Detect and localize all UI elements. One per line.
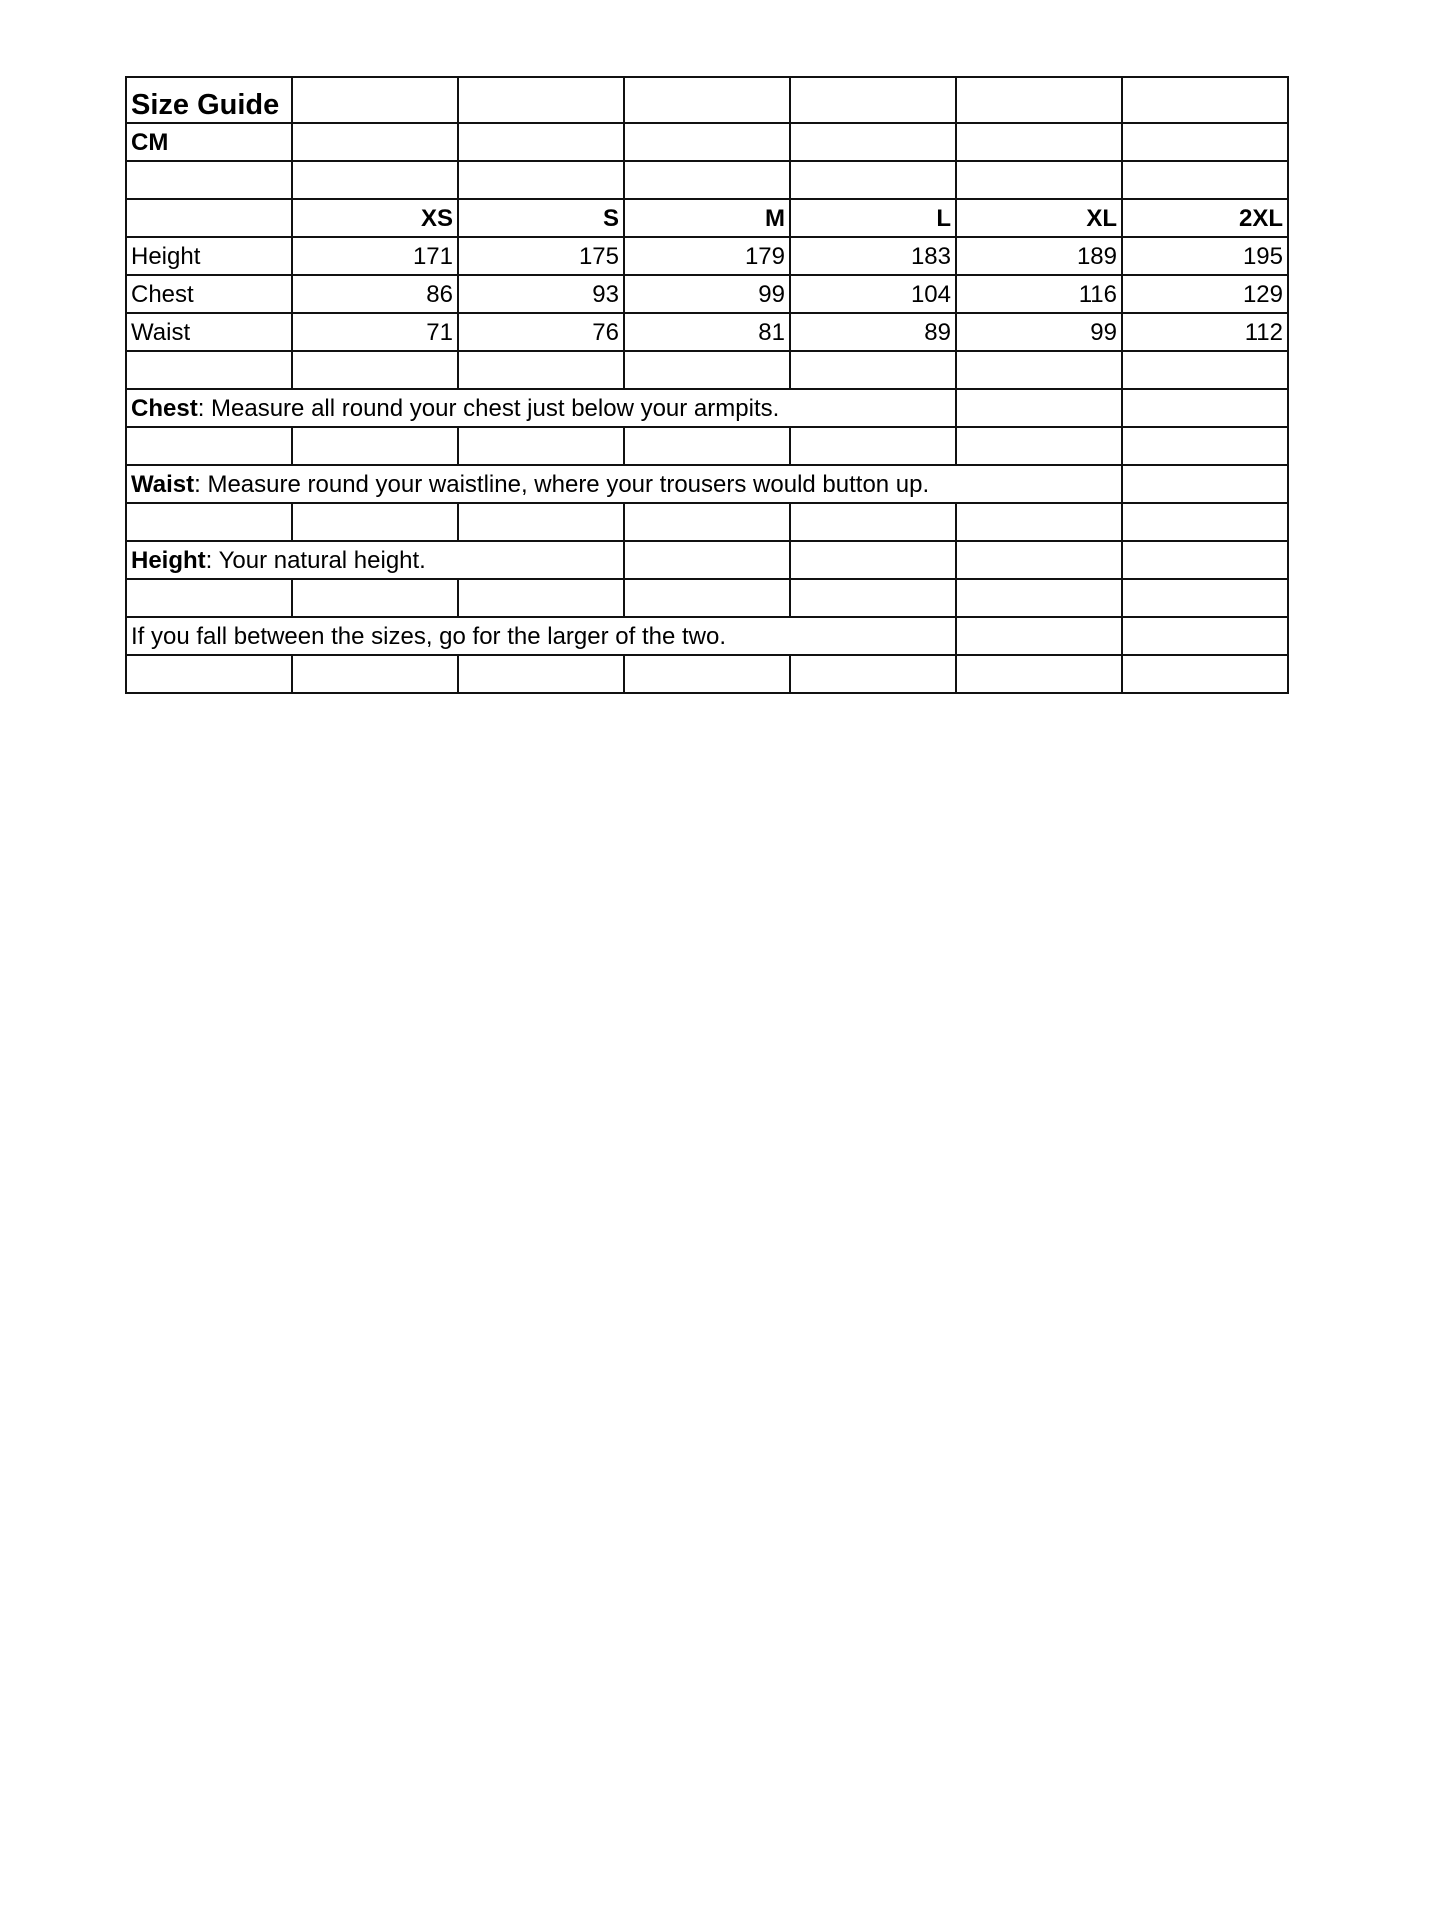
- note-text: : Your natural height.: [205, 547, 426, 574]
- note-row-chest: [126, 389, 1288, 427]
- size-header-row: [126, 199, 1288, 237]
- table-title: Size Guide: [126, 77, 292, 123]
- table-cell: 189: [956, 237, 1122, 275]
- note-row-waist: [126, 465, 1288, 503]
- table-cell: 99: [956, 313, 1122, 351]
- note-text: : Measure all round your chest just below your armpits.: [197, 395, 780, 422]
- note-row-advice: [126, 617, 1288, 655]
- unit-label: CM: [126, 123, 292, 161]
- note-row-height: [126, 541, 1288, 579]
- table-cell: 81: [624, 313, 790, 351]
- table-cell: 183: [790, 237, 956, 275]
- table-cell: 89: [790, 313, 956, 351]
- measurement-row-height: [126, 237, 1288, 275]
- empty-row: [126, 579, 1288, 617]
- table-cell: 76: [458, 313, 624, 351]
- advice-note: If you fall between the sizes, go for the larger of the two.: [126, 617, 956, 655]
- empty-row: [126, 655, 1288, 693]
- table-cell: 195: [1122, 237, 1288, 275]
- empty-row: [126, 503, 1288, 541]
- table-cell: 129: [1122, 275, 1288, 313]
- note-term: Waist: [131, 471, 195, 498]
- table-cell: 86: [292, 275, 458, 313]
- height-note: [126, 541, 624, 579]
- measurement-row-chest: [126, 275, 1288, 313]
- size-header: S: [458, 199, 624, 237]
- measurement-row-waist: [126, 313, 1288, 351]
- note-term: Chest: [131, 395, 198, 422]
- table-cell: 179: [624, 237, 790, 275]
- table-cell: 99: [624, 275, 790, 313]
- size-header: XS: [292, 199, 458, 237]
- chest-note: [126, 389, 956, 427]
- size-header: M: [624, 199, 790, 237]
- empty-row: [126, 427, 1288, 465]
- size-header: XL: [956, 199, 1122, 237]
- table-cell: 112: [1122, 313, 1288, 351]
- table-cell: 104: [790, 275, 956, 313]
- empty-row: [126, 161, 1288, 199]
- size-header: 2XL: [1122, 199, 1288, 237]
- table-cell: 175: [458, 237, 624, 275]
- empty-row: [126, 351, 1288, 389]
- row-label: Waist: [126, 313, 292, 351]
- row-label: Chest: [126, 275, 292, 313]
- waist-note: [126, 465, 1122, 503]
- size-guide-table: [125, 76, 1289, 694]
- unit-row: [126, 123, 1288, 161]
- table-cell: 93: [458, 275, 624, 313]
- table-cell: 71: [292, 313, 458, 351]
- title-row: [126, 77, 1288, 123]
- table-cell: 116: [956, 275, 1122, 313]
- row-label: Height: [126, 237, 292, 275]
- size-header: L: [790, 199, 956, 237]
- table-cell: 171: [292, 237, 458, 275]
- note-text: : Measure round your waistline, where your trousers would button up.: [194, 471, 930, 498]
- note-term: Height: [131, 547, 206, 574]
